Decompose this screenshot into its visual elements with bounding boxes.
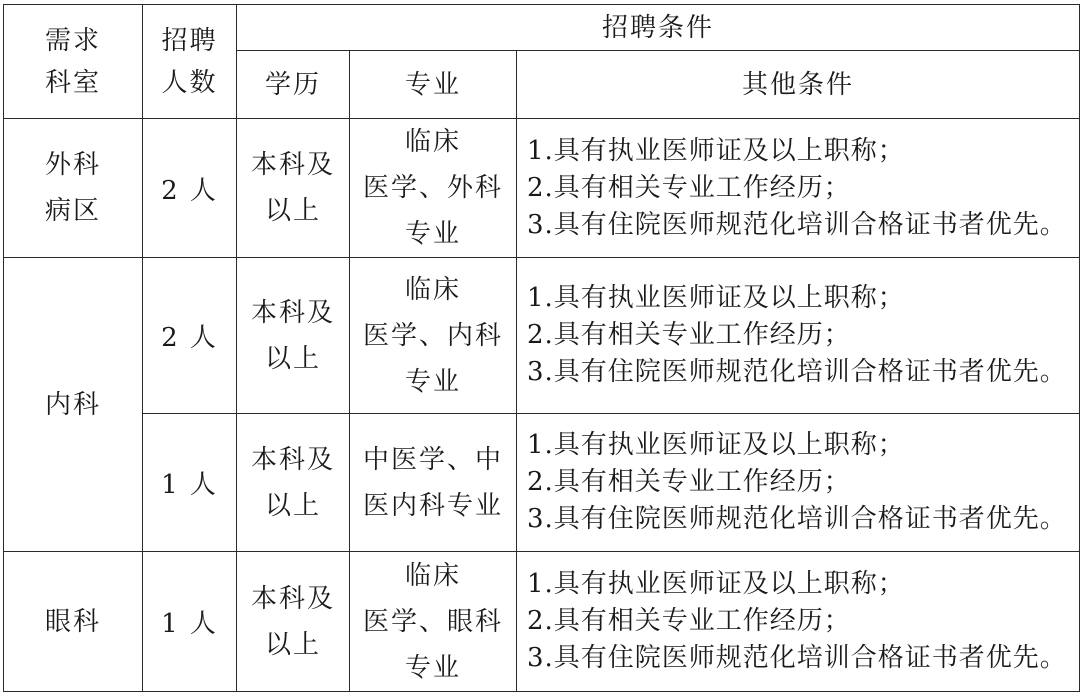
header-dept: 需求 科室 — [4, 5, 143, 119]
header-major: 专业 — [350, 51, 517, 119]
dept-cell: 眼科 — [4, 552, 143, 692]
header-conditions: 招聘条件 — [237, 5, 1080, 51]
major-cell: 临床 医学、内科 专业 — [350, 258, 517, 414]
header-count: 招聘 人数 — [143, 5, 237, 119]
education-cell: 本科及 以上 — [237, 414, 350, 552]
table-row — [4, 258, 1080, 414]
education-cell: 本科及 以上 — [237, 552, 350, 692]
other-conditions-cell: 1.具有执业医师证及以上职称； 2.具有相关专业工作经历； 3.具有住院医师规范化培训合格证书者优先。 — [517, 552, 1080, 692]
education-cell: 本科及 以上 — [237, 119, 350, 258]
major-cell: 中医学、中 医内科专业 — [350, 414, 517, 552]
dept-cell: 外科 病区 — [4, 119, 143, 258]
count-cell: 1 人 — [143, 552, 237, 692]
table-row — [4, 119, 1080, 258]
recruitment-table — [3, 4, 1080, 692]
other-conditions-cell: 1.具有执业医师证及以上职称； 2.具有相关专业工作经历； 3.具有住院医师规范化培训合格证书者优先。 — [517, 258, 1080, 414]
header-other: 其他条件 — [517, 51, 1080, 119]
major-cell: 临床 医学、眼科 专业 — [350, 552, 517, 692]
other-conditions-cell: 1.具有执业医师证及以上职称； 2.具有相关专业工作经历； 3.具有住院医师规范化培训合格证书者优先。 — [517, 414, 1080, 552]
count-cell: 2 人 — [143, 119, 237, 258]
header-education: 学历 — [237, 51, 350, 119]
count-cell: 1 人 — [143, 414, 237, 552]
count-cell: 2 人 — [143, 258, 237, 414]
other-conditions-cell: 1.具有执业医师证及以上职称； 2.具有相关专业工作经历； 3.具有住院医师规范化培训合格证书者优先。 — [517, 119, 1080, 258]
table-row — [4, 414, 1080, 552]
education-cell: 本科及 以上 — [237, 258, 350, 414]
dept-cell: 内科 — [4, 258, 143, 552]
table-row — [4, 552, 1080, 692]
table-header-row — [4, 5, 1080, 51]
major-cell: 临床 医学、外科 专业 — [350, 119, 517, 258]
